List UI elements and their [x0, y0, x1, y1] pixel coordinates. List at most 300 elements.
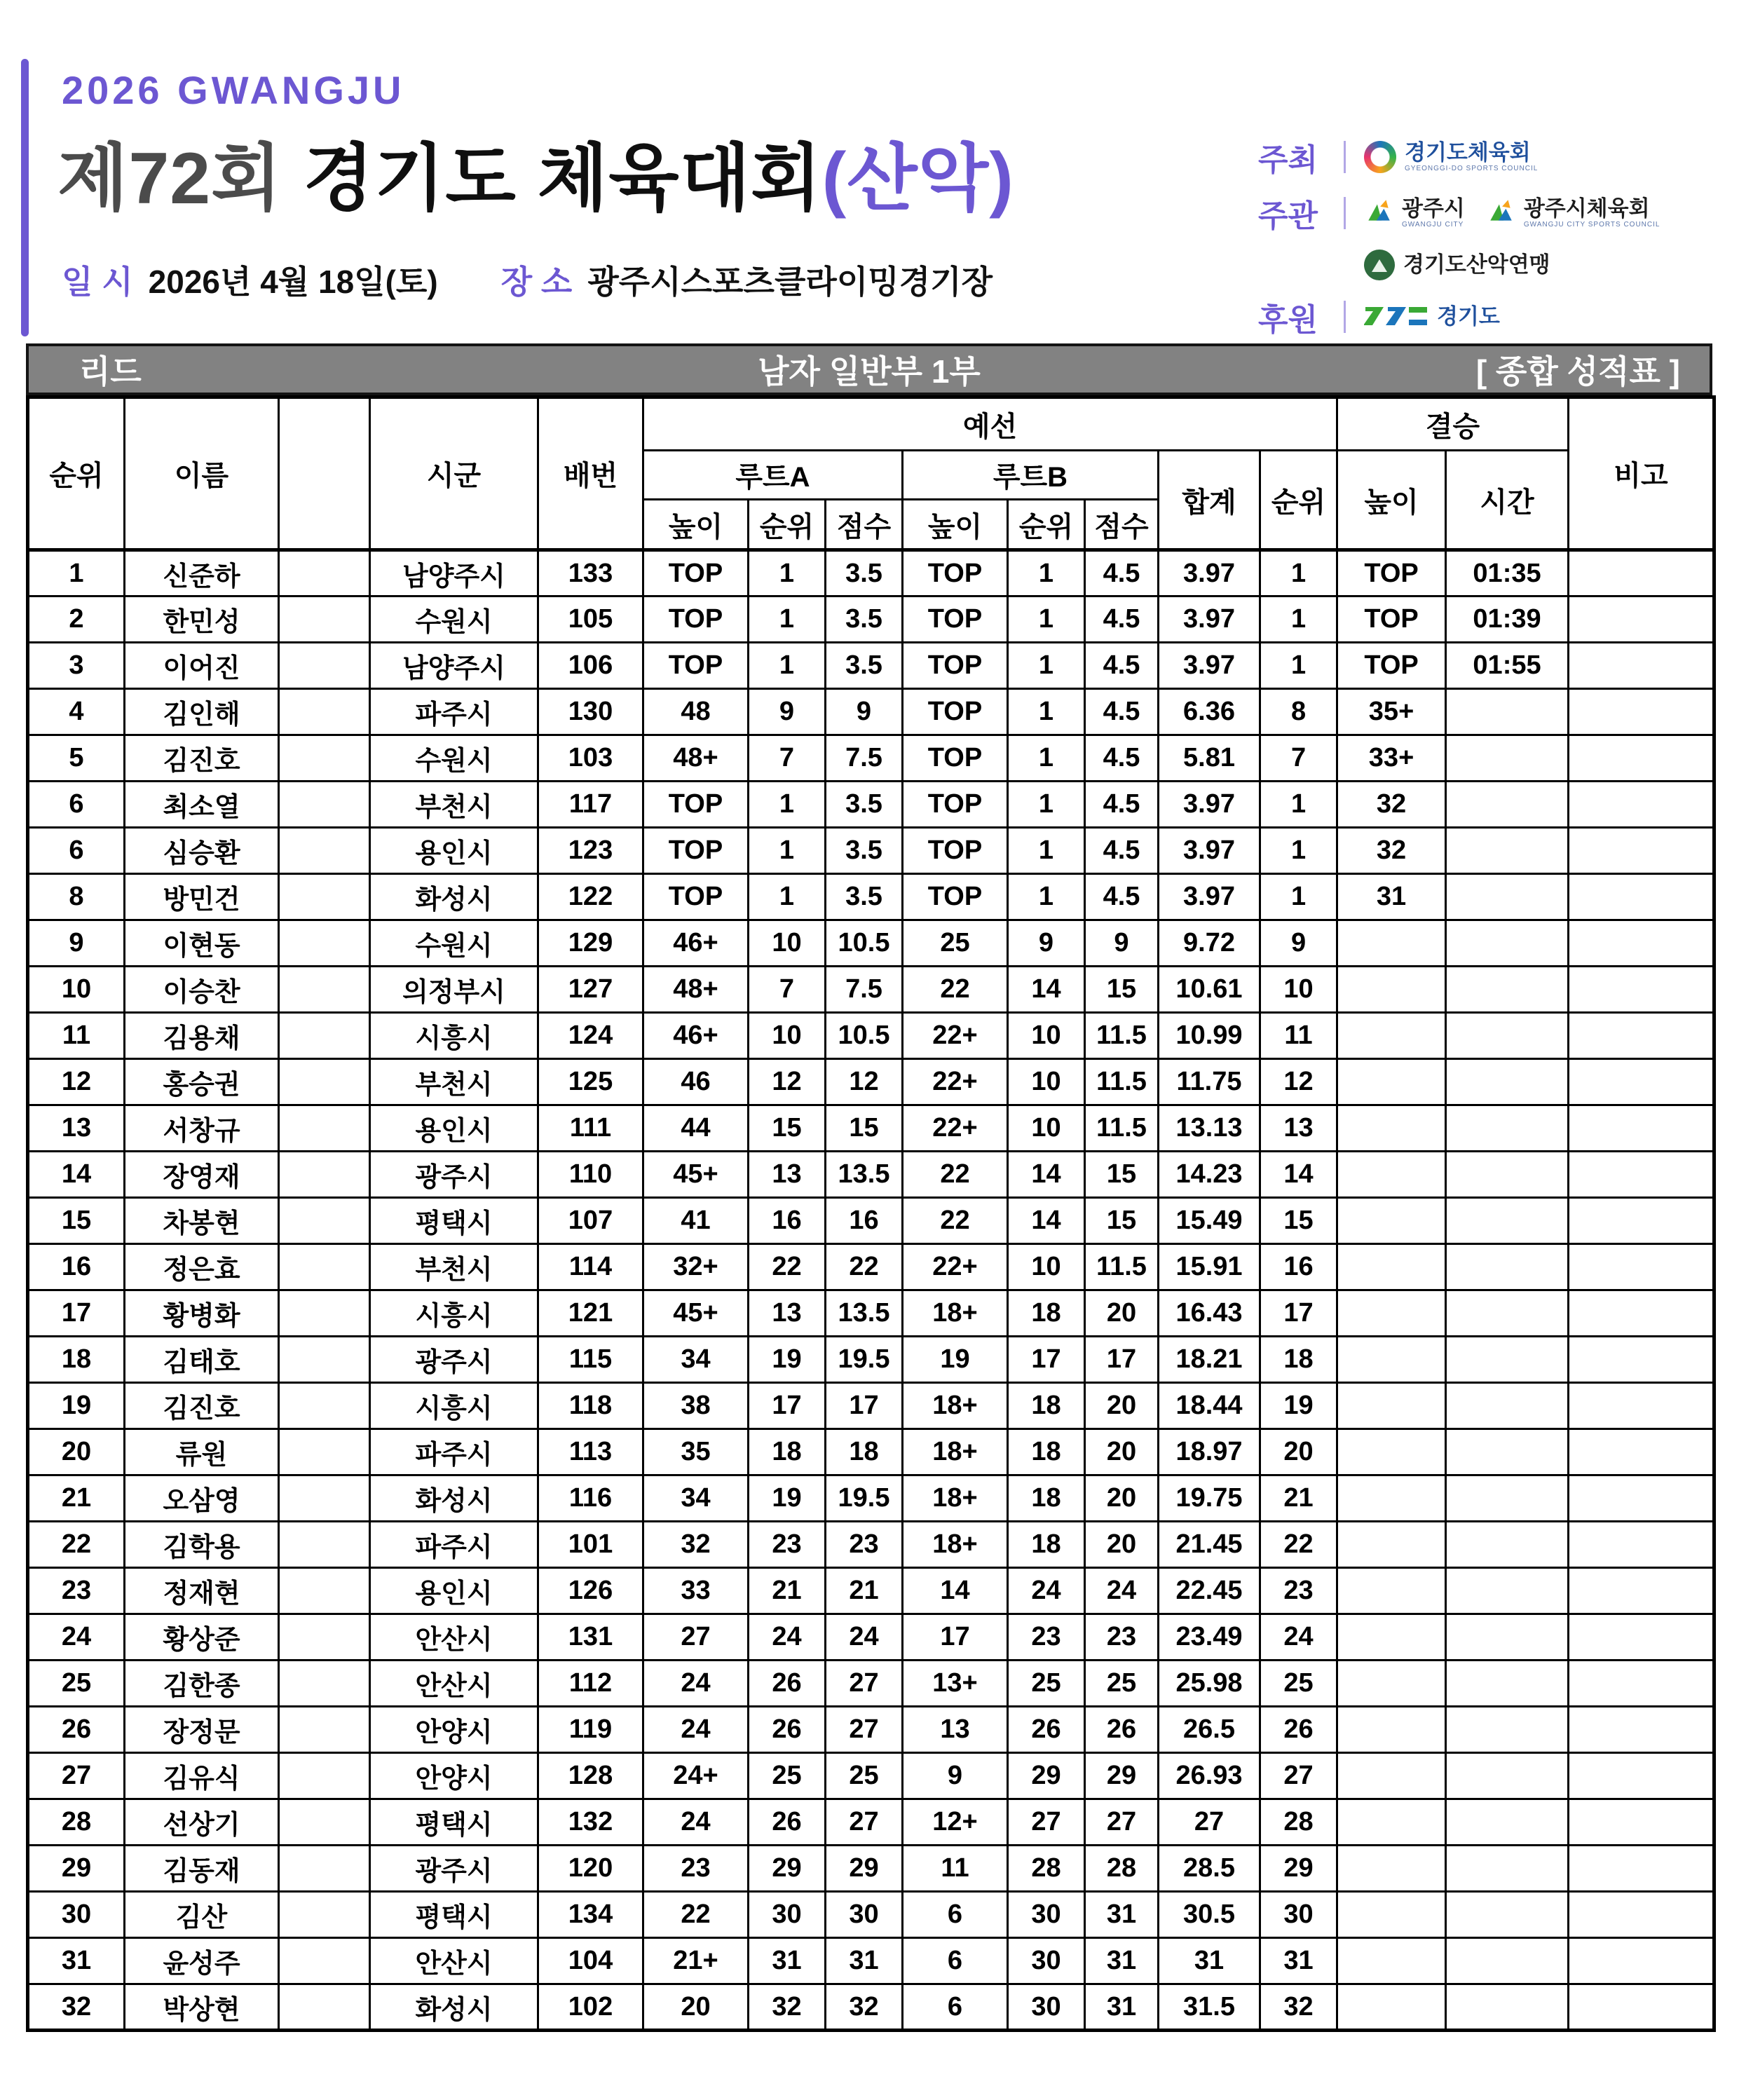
cell-bib: 106	[538, 643, 643, 689]
cell-ah: 24	[643, 1799, 749, 1846]
cell-bh: 9	[903, 1753, 1008, 1799]
cell-ah: TOP	[643, 782, 749, 828]
cell-ah: 32+	[643, 1244, 749, 1290]
cell-sum: 30.5	[1159, 1892, 1260, 1938]
cell-ar: 24	[749, 1614, 826, 1661]
cell-blank	[279, 1013, 370, 1059]
cell-as: 29	[826, 1846, 903, 1892]
cell-as: 7.5	[826, 735, 903, 782]
cell-br: 24	[1008, 1568, 1085, 1614]
cell-city: 화성시	[370, 874, 538, 920]
cell-blank	[279, 1475, 370, 1522]
cell-bib: 128	[538, 1753, 643, 1799]
cell-bh: 11	[903, 1846, 1008, 1892]
table-row	[28, 1614, 1714, 1661]
cell-city: 의정부시	[370, 967, 538, 1013]
cell-blank	[279, 1938, 370, 1984]
alpine-federation-logo-icon	[1364, 250, 1395, 280]
cell-as: 7.5	[826, 967, 903, 1013]
cell-ft	[1446, 1152, 1569, 1198]
cell-ah: TOP	[643, 550, 749, 596]
cell-bs: 4.5	[1085, 828, 1159, 874]
col-final-time: 시간	[1446, 451, 1569, 550]
cell-ar: 7	[749, 967, 826, 1013]
cell-bib: 130	[538, 689, 643, 735]
cell-bs: 4.5	[1085, 596, 1159, 643]
cell-bs: 4.5	[1085, 782, 1159, 828]
cell-fh	[1337, 1059, 1446, 1105]
cell-bib: 129	[538, 920, 643, 967]
cell-pr: 1	[1260, 596, 1337, 643]
cell-blank	[279, 1799, 370, 1846]
table-row	[28, 1522, 1714, 1568]
cell-note	[1569, 1707, 1714, 1753]
cell-rank: 29	[28, 1846, 125, 1892]
cell-ar: 10	[749, 920, 826, 967]
cell-bh: 18+	[903, 1429, 1008, 1475]
cell-blank	[279, 1244, 370, 1290]
sponsor-label: 후원	[1258, 303, 1318, 337]
results-header	[28, 397, 1714, 550]
cell-rank: 17	[28, 1290, 125, 1337]
cell-rank: 18	[28, 1337, 125, 1383]
cell-as: 3.5	[826, 782, 903, 828]
cell-sum: 31	[1159, 1938, 1260, 1984]
cell-as: 12	[826, 1059, 903, 1105]
cell-bib: 103	[538, 735, 643, 782]
cell-name: 최소열	[125, 782, 279, 828]
cell-name: 서창규	[125, 1105, 279, 1152]
cell-br: 10	[1008, 1059, 1085, 1105]
cell-ft	[1446, 1244, 1569, 1290]
cell-ft	[1446, 920, 1569, 967]
cell-fh	[1337, 1244, 1446, 1290]
cell-bs: 4.5	[1085, 550, 1159, 596]
cell-rank: 22	[28, 1522, 125, 1568]
cell-sum: 23.49	[1159, 1614, 1260, 1661]
cell-ft: 01:55	[1446, 643, 1569, 689]
gyeonggi-province-logo-icon	[1364, 301, 1428, 333]
cell-bs: 4.5	[1085, 735, 1159, 782]
cell-sum: 15.49	[1159, 1198, 1260, 1244]
cell-br: 18	[1008, 1429, 1085, 1475]
cell-note	[1569, 1152, 1714, 1198]
cell-name: 김용채	[125, 1013, 279, 1059]
sponsor-row	[1258, 294, 1721, 339]
cell-rank: 3	[28, 643, 125, 689]
cell-as: 9	[826, 689, 903, 735]
col-bib: 배번	[538, 397, 643, 550]
cell-note	[1569, 874, 1714, 920]
accent-bar	[21, 59, 29, 336]
cell-blank	[279, 782, 370, 828]
col-prelim-rank: 순위	[1260, 451, 1337, 550]
cell-bh: 18+	[903, 1290, 1008, 1337]
cell-bib: 105	[538, 596, 643, 643]
cell-city: 부천시	[370, 1059, 538, 1105]
cell-sum: 18.97	[1159, 1429, 1260, 1475]
cell-city: 화성시	[370, 1475, 538, 1522]
cell-rank: 23	[28, 1568, 125, 1614]
cell-bib: 115	[538, 1337, 643, 1383]
cell-city: 시흥시	[370, 1290, 538, 1337]
cell-bib: 110	[538, 1152, 643, 1198]
cell-blank	[279, 1522, 370, 1568]
table-row	[28, 1337, 1714, 1383]
table-row	[28, 1429, 1714, 1475]
cell-fh	[1337, 1290, 1446, 1337]
cell-blank	[279, 874, 370, 920]
cell-note	[1569, 920, 1714, 967]
cell-ft	[1446, 1892, 1569, 1938]
cell-br: 30	[1008, 1984, 1085, 2031]
cell-note	[1569, 735, 1714, 782]
cell-city: 부천시	[370, 782, 538, 828]
cell-ft	[1446, 782, 1569, 828]
table-row	[28, 1059, 1714, 1105]
cell-ah: 38	[643, 1383, 749, 1429]
cell-bs: 11.5	[1085, 1013, 1159, 1059]
cell-ar: 1	[749, 782, 826, 828]
cell-sum: 11.75	[1159, 1059, 1260, 1105]
sponsor-entry	[1364, 301, 1500, 333]
cell-fh	[1337, 1198, 1446, 1244]
cell-bh: 14	[903, 1568, 1008, 1614]
cell-as: 13.5	[826, 1290, 903, 1337]
cell-city: 남양주시	[370, 643, 538, 689]
cell-bs: 31	[1085, 1892, 1159, 1938]
cell-pr: 26	[1260, 1707, 1337, 1753]
cell-sum: 3.97	[1159, 874, 1260, 920]
cell-bh: 22	[903, 1198, 1008, 1244]
cell-rank: 5	[28, 735, 125, 782]
col-note: 비고	[1569, 397, 1714, 550]
cell-bh: TOP	[903, 550, 1008, 596]
cell-pr: 27	[1260, 1753, 1337, 1799]
cell-bib: 121	[538, 1290, 643, 1337]
division-label: 남자 일반부 1부	[758, 353, 981, 390]
cell-ar: 15	[749, 1105, 826, 1152]
cell-rank: 6	[28, 828, 125, 874]
results-table	[26, 395, 1716, 2032]
cell-name: 김인해	[125, 689, 279, 735]
cell-sum: 3.97	[1159, 643, 1260, 689]
cell-note	[1569, 1429, 1714, 1475]
cell-br: 1	[1008, 874, 1085, 920]
cell-city: 광주시	[370, 1337, 538, 1383]
cell-blank	[279, 1105, 370, 1152]
cell-fh: 33+	[1337, 735, 1446, 782]
cell-bh: 6	[903, 1984, 1008, 2031]
cell-br: 30	[1008, 1892, 1085, 1938]
cell-bs: 23	[1085, 1614, 1159, 1661]
col-group-route-a: 루트A	[643, 451, 903, 500]
cell-city: 수원시	[370, 596, 538, 643]
cell-name: 정은효	[125, 1244, 279, 1290]
cell-sum: 25.98	[1159, 1661, 1260, 1707]
cell-as: 19.5	[826, 1475, 903, 1522]
title-discipline: (산악)	[821, 138, 1014, 219]
cell-ar: 22	[749, 1244, 826, 1290]
gwangju-city-name: 광주시	[1402, 196, 1465, 221]
cell-pr: 32	[1260, 1984, 1337, 2031]
cell-ft	[1446, 1984, 1569, 2031]
cell-fh	[1337, 1105, 1446, 1152]
cell-pr: 7	[1260, 735, 1337, 782]
cell-bh: TOP	[903, 596, 1008, 643]
cell-fh: TOP	[1337, 550, 1446, 596]
cell-br: 1	[1008, 596, 1085, 643]
table-row	[28, 689, 1714, 735]
cell-note	[1569, 1522, 1714, 1568]
cell-rank: 32	[28, 1984, 125, 2031]
table-row	[28, 1290, 1714, 1337]
cell-ar: 1	[749, 828, 826, 874]
cell-ft: 01:35	[1446, 550, 1569, 596]
cell-ah: 23	[643, 1846, 749, 1892]
cell-name: 홍승권	[125, 1059, 279, 1105]
cell-city: 안산시	[370, 1614, 538, 1661]
cell-ar: 19	[749, 1475, 826, 1522]
cell-as: 15	[826, 1105, 903, 1152]
cell-name: 이승찬	[125, 967, 279, 1013]
cell-sum: 10.99	[1159, 1013, 1260, 1059]
cell-ah: 35	[643, 1429, 749, 1475]
cell-fh	[1337, 1614, 1446, 1661]
cell-rank: 26	[28, 1707, 125, 1753]
cell-pr: 22	[1260, 1522, 1337, 1568]
cell-note	[1569, 1383, 1714, 1429]
cell-pr: 1	[1260, 828, 1337, 874]
cell-sum: 3.97	[1159, 596, 1260, 643]
cell-as: 3.5	[826, 643, 903, 689]
table-row	[28, 782, 1714, 828]
cell-note	[1569, 1059, 1714, 1105]
cell-sum: 3.97	[1159, 550, 1260, 596]
cell-bs: 29	[1085, 1753, 1159, 1799]
cell-bib: 111	[538, 1105, 643, 1152]
cell-blank	[279, 1337, 370, 1383]
cell-ah: 44	[643, 1105, 749, 1152]
cell-bib: 124	[538, 1013, 643, 1059]
gwangju-sports-entry	[1486, 197, 1660, 230]
host-name: 경기도체육회	[1405, 140, 1531, 165]
cell-fh	[1337, 1522, 1446, 1568]
cell-ah: 24	[643, 1661, 749, 1707]
cell-name: 차봉현	[125, 1198, 279, 1244]
cell-br: 18	[1008, 1522, 1085, 1568]
cell-rank: 11	[28, 1013, 125, 1059]
cell-bh: 17	[903, 1614, 1008, 1661]
title-main: 경기도 체육대회	[282, 138, 822, 219]
cell-blank	[279, 1753, 370, 1799]
cell-rank: 8	[28, 874, 125, 920]
cell-ah: 45+	[643, 1152, 749, 1198]
cell-bib: 113	[538, 1429, 643, 1475]
sponsor-name: 경기도	[1437, 304, 1500, 329]
table-row	[28, 1799, 1714, 1846]
cell-rank: 19	[28, 1383, 125, 1429]
cell-bs: 20	[1085, 1522, 1159, 1568]
cell-fh	[1337, 1799, 1446, 1846]
cell-ar: 19	[749, 1337, 826, 1383]
cell-as: 3.5	[826, 828, 903, 874]
cell-ah: 45+	[643, 1290, 749, 1337]
cell-name: 장영재	[125, 1152, 279, 1198]
cell-bs: 28	[1085, 1846, 1159, 1892]
cell-br: 14	[1008, 1198, 1085, 1244]
cell-sum: 3.97	[1159, 782, 1260, 828]
cell-as: 31	[826, 1938, 903, 1984]
gyeonggi-sports-council-logo-icon	[1364, 141, 1396, 173]
cell-rank: 13	[28, 1105, 125, 1152]
cell-ah: 48+	[643, 735, 749, 782]
cell-ah: 27	[643, 1614, 749, 1661]
col-total: 합계	[1159, 451, 1260, 550]
cell-as: 13.5	[826, 1152, 903, 1198]
cell-ah: 48	[643, 689, 749, 735]
date-value: 2026년 4월 18일(토)	[148, 264, 438, 300]
cell-ah: 41	[643, 1198, 749, 1244]
col-name: 이름	[125, 397, 279, 550]
cell-note	[1569, 596, 1714, 643]
cell-bib: 131	[538, 1614, 643, 1661]
cell-bs: 20	[1085, 1383, 1159, 1429]
table-row	[28, 1661, 1714, 1707]
cell-ft	[1446, 1522, 1569, 1568]
cell-city: 남양주시	[370, 550, 538, 596]
cell-city: 시흥시	[370, 1013, 538, 1059]
cell-as: 21	[826, 1568, 903, 1614]
cell-bs: 20	[1085, 1429, 1159, 1475]
cell-blank	[279, 643, 370, 689]
cell-bh: 13	[903, 1707, 1008, 1753]
cell-note	[1569, 1661, 1714, 1707]
cell-ah: 46+	[643, 1013, 749, 1059]
cell-rank: 16	[28, 1244, 125, 1290]
host-sub: GYEONGGI-DO SPORTS COUNCIL	[1405, 164, 1539, 172]
cell-blank	[279, 1152, 370, 1198]
cell-name: 정재현	[125, 1568, 279, 1614]
cell-city: 파주시	[370, 689, 538, 735]
cell-ft	[1446, 1013, 1569, 1059]
gwangju-city-entry	[1364, 197, 1465, 230]
cell-bh: 18+	[903, 1383, 1008, 1429]
cell-ft	[1446, 1105, 1569, 1152]
cell-ar: 18	[749, 1429, 826, 1475]
cell-ah: 21+	[643, 1938, 749, 1984]
cell-bib: 117	[538, 782, 643, 828]
organizer-row	[1258, 191, 1721, 236]
cell-note	[1569, 1753, 1714, 1799]
col-a-height: 높이	[643, 500, 749, 550]
cell-pr: 12	[1260, 1059, 1337, 1105]
cell-pr: 31	[1260, 1938, 1337, 1984]
cell-as: 3.5	[826, 550, 903, 596]
cell-ft	[1446, 1337, 1569, 1383]
table-row	[28, 643, 1714, 689]
cell-city: 파주시	[370, 1522, 538, 1568]
cell-br: 18	[1008, 1290, 1085, 1337]
cell-ar: 30	[749, 1892, 826, 1938]
cell-bh: 22+	[903, 1059, 1008, 1105]
cell-rank: 1	[28, 550, 125, 596]
cell-note	[1569, 1013, 1714, 1059]
cell-ah: 34	[643, 1475, 749, 1522]
federation-entry	[1364, 250, 1550, 280]
cell-ah: 34	[643, 1337, 749, 1383]
cell-note	[1569, 1290, 1714, 1337]
cell-br: 10	[1008, 1244, 1085, 1290]
cell-note	[1569, 967, 1714, 1013]
cell-fh	[1337, 1984, 1446, 2031]
cell-rank: 6	[28, 782, 125, 828]
cell-city: 안산시	[370, 1938, 538, 1984]
cell-rank: 20	[28, 1429, 125, 1475]
cell-br: 28	[1008, 1846, 1085, 1892]
divider	[1344, 197, 1346, 229]
cell-ah: TOP	[643, 828, 749, 874]
organizer-label: 주관	[1258, 199, 1318, 233]
cell-fh	[1337, 1846, 1446, 1892]
cell-bib: 134	[538, 1892, 643, 1938]
cell-bs: 25	[1085, 1661, 1159, 1707]
cell-ft	[1446, 1846, 1569, 1892]
cell-rank: 27	[28, 1753, 125, 1799]
cell-ah: 46+	[643, 920, 749, 967]
col-blank	[279, 397, 370, 550]
cell-ft	[1446, 735, 1569, 782]
cell-ft	[1446, 1707, 1569, 1753]
cell-bs: 11.5	[1085, 1105, 1159, 1152]
col-b-score: 점수	[1085, 500, 1159, 550]
cell-ft	[1446, 1059, 1569, 1105]
table-row	[28, 1383, 1714, 1429]
cell-fh	[1337, 1429, 1446, 1475]
cell-sum: 3.97	[1159, 828, 1260, 874]
cell-ah: TOP	[643, 874, 749, 920]
cell-br: 27	[1008, 1799, 1085, 1846]
cell-pr: 18	[1260, 1337, 1337, 1383]
cell-as: 18	[826, 1429, 903, 1475]
cell-bh: 19	[903, 1337, 1008, 1383]
cell-name: 김산	[125, 1892, 279, 1938]
cell-blank	[279, 967, 370, 1013]
cell-bs: 20	[1085, 1475, 1159, 1522]
gwangju-sports-sub: GWANGJU CITY SPORTS COUNCIL	[1523, 220, 1660, 229]
cell-br: 14	[1008, 1152, 1085, 1198]
cell-bs: 9	[1085, 920, 1159, 967]
cell-fh: 32	[1337, 828, 1446, 874]
cell-ft	[1446, 1661, 1569, 1707]
cell-br: 1	[1008, 689, 1085, 735]
table-row	[28, 1938, 1714, 1984]
cell-as: 30	[826, 1892, 903, 1938]
cell-bib: 114	[538, 1244, 643, 1290]
cell-name: 선상기	[125, 1799, 279, 1846]
col-b-rank: 순위	[1008, 500, 1085, 550]
cell-as: 25	[826, 1753, 903, 1799]
cell-bib: 118	[538, 1383, 643, 1429]
cell-ah: TOP	[643, 596, 749, 643]
cell-bs: 27	[1085, 1799, 1159, 1846]
cell-br: 10	[1008, 1105, 1085, 1152]
cell-ft	[1446, 1475, 1569, 1522]
cell-sum: 18.21	[1159, 1337, 1260, 1383]
cell-pr: 16	[1260, 1244, 1337, 1290]
cell-sum: 28.5	[1159, 1846, 1260, 1892]
cell-bib: 101	[538, 1522, 643, 1568]
